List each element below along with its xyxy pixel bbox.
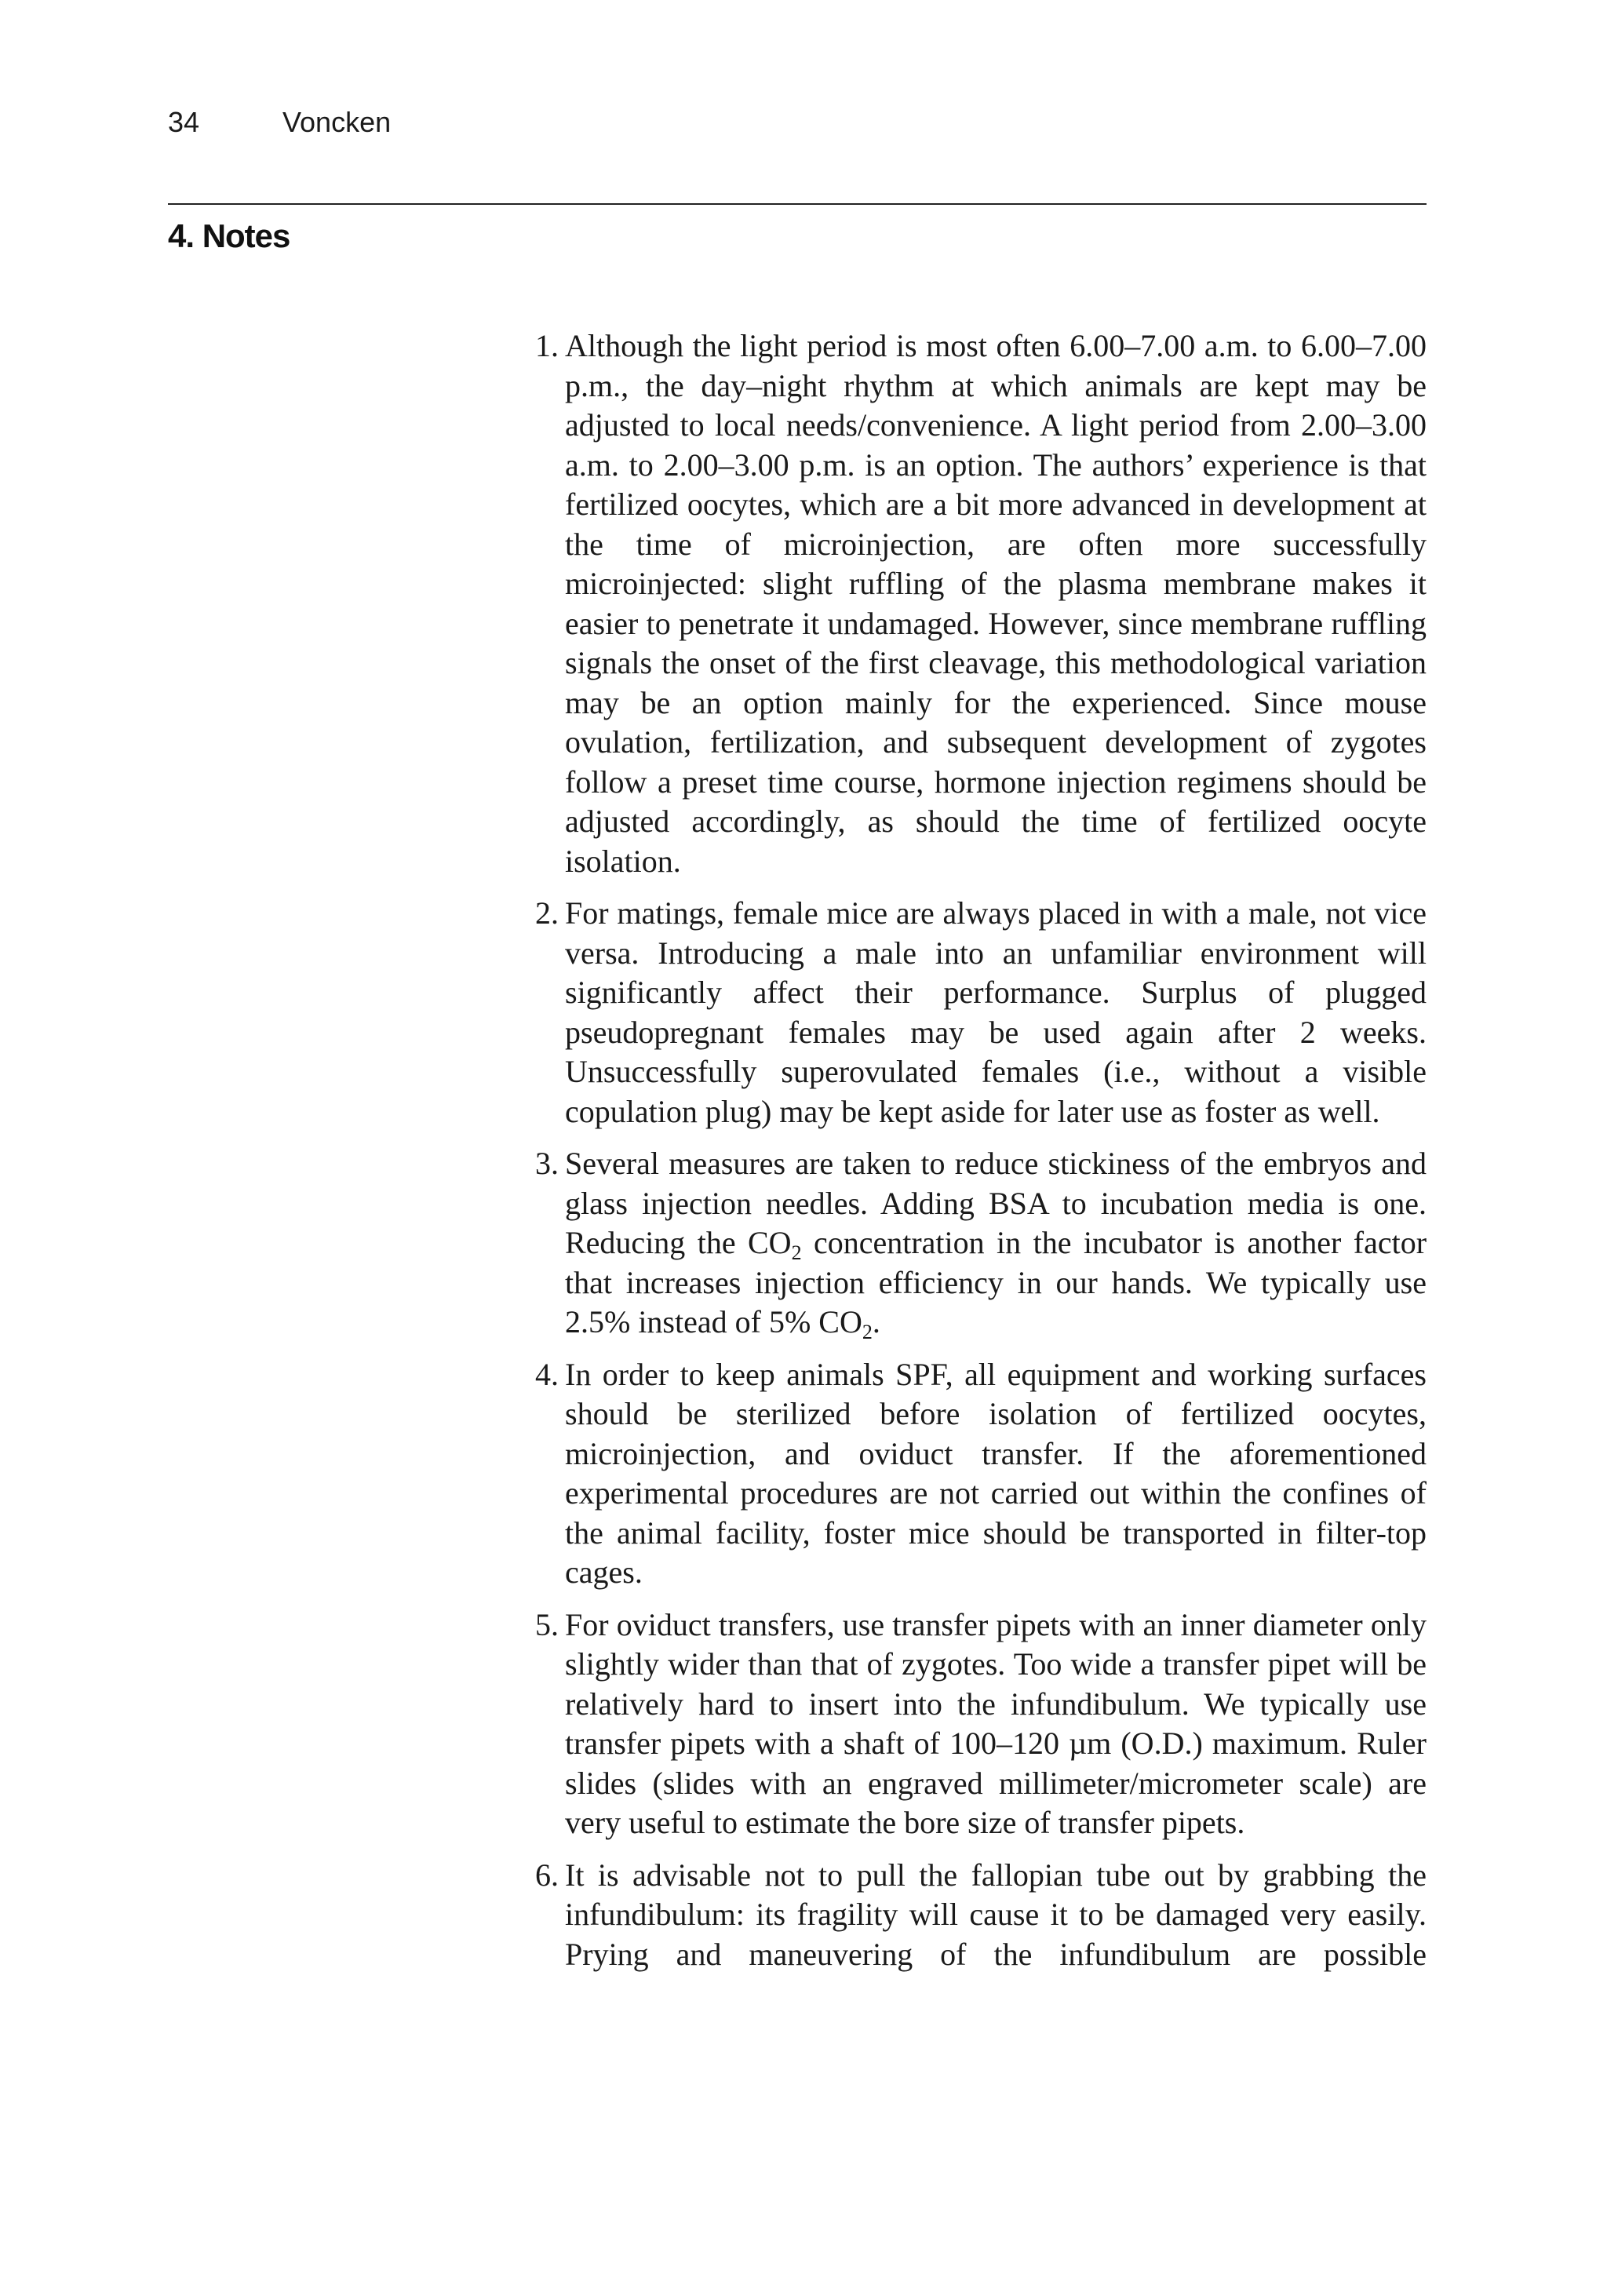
note-text: Although the light period is most often 6.00–7.00 a.m. to 6.00–7.00 p.m., the day–night rhythm at which animals are kept may be adjusted to local needs/convenience. A light period from 2.00–3.00 a.m. to 2.00–3.00 p.m. is an option. The authors’ experience is that fertilized oocytes, which are a bit more advanced in development at the time of microinjection, are often more successfully microinjected: slight ruffling of the plasma membrane makes it easier to penetrate it undamaged. However, since membrane ruffling signals the onset of the first cleavage, this methodological variation may be an option mainly for the experienced. Since mouse ovulation, fertilization, and subsequent development of zygotes follow a preset time course, hormone injection regimens should be adjusted accordingly, as should the time of fertilized oocyte isolation. bbox=[565, 328, 1427, 879]
running-header bbox=[168, 108, 391, 137]
note-item-6 bbox=[535, 1856, 1427, 1975]
note-item-4 bbox=[535, 1355, 1427, 1593]
note-number: 2. bbox=[535, 895, 559, 931]
note-number: 5. bbox=[535, 1606, 559, 1642]
note-text-part: Several measures are taken to reduce stickiness of the embryos and glass injection needles. Adding BSA to incubation media is one. Reducing the CO bbox=[565, 1146, 1427, 1260]
note-text: In order to keep animals SPF, all equipment and working surfaces should be sterilized before isolation of fertilized oocytes, microinjection, and oviduct transfer. If the aforementioned experimental procedures are not carried out within the confines of the animal facility, foster mice should be transported in filter-top cages. bbox=[565, 1356, 1427, 1590]
section-heading: 4. Notes bbox=[168, 217, 290, 254]
header-rule bbox=[168, 203, 1427, 205]
note-text-part: concentration in the incubator is another factor that increases injection efficiency in our hands. We typically use 2.5% instead of 5% CO bbox=[565, 1225, 1427, 1339]
subscript: 2 bbox=[791, 1241, 802, 1264]
note-text bbox=[565, 1144, 1427, 1343]
note-text: For matings, female mice are always placed in with a male, not vice versa. Introducing a male into an unfamiliar environment will significantly affect their performance. Surplus of plugged pseudopregnant females may be used again after 2 weeks. Unsuccessfully superovulated females (i.e., without a visible copulation plug) may be kept aside for later use as foster as well. bbox=[565, 895, 1427, 1129]
note-item-1 bbox=[535, 326, 1427, 881]
note-number: 3. bbox=[535, 1146, 559, 1181]
note-item-5 bbox=[535, 1605, 1427, 1843]
note-text: It is advisable not to pull the fallopian tube out by grabbing the infundibulum: its fragility will cause it to be damaged very easily. Prying and maneuvering of the infundibulum are possible bbox=[565, 1857, 1427, 1972]
subscript: 2 bbox=[862, 1321, 873, 1343]
note-number: 4. bbox=[535, 1356, 559, 1392]
page-number: 34 bbox=[168, 106, 200, 138]
note-item-3 bbox=[535, 1144, 1427, 1343]
note-item-2 bbox=[535, 894, 1427, 1132]
note-text-part: . bbox=[872, 1304, 880, 1339]
note-text: For oviduct transfers, use transfer pipets with an inner diameter only slightly wider than that of zygotes. Too wide a transfer pipet will be relatively hard to insert into the infundibulum. We typically use transfer pipets with a shaft of 100–120 µm (O.D.) maximum. Ruler slides (slides with an engraved millimeter/micrometer scale) are very useful to estimate the bore size of transfer pipets. bbox=[565, 1606, 1427, 1840]
note-number: 1. bbox=[535, 328, 559, 363]
notes-list bbox=[535, 326, 1427, 1987]
note-number: 6. bbox=[535, 1857, 559, 1893]
running-head-author: Voncken bbox=[282, 106, 392, 138]
